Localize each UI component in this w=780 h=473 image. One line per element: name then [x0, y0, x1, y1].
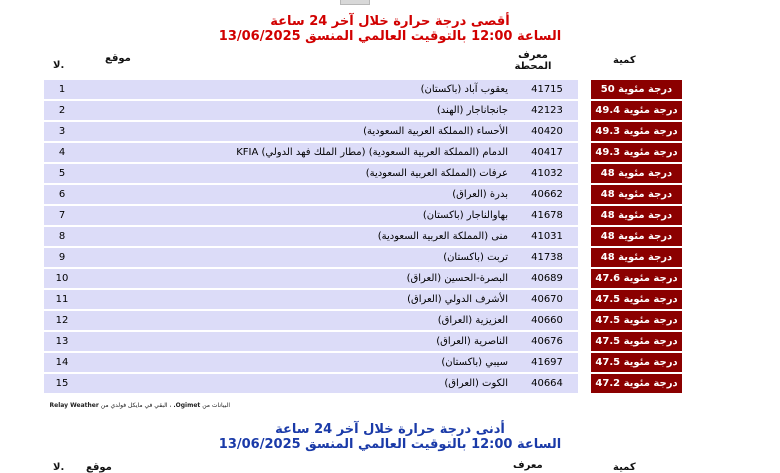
row-gap — [578, 248, 591, 267]
source-prefix: البيانات من — [202, 402, 230, 409]
row-temperature: درجة مئوية 47.5 — [591, 353, 682, 372]
row-rank: 12 — [44, 311, 80, 330]
row-rank: 14 — [44, 353, 80, 372]
row-station-id: 42123 — [516, 101, 578, 120]
row-gap — [578, 122, 591, 141]
table-row — [44, 164, 682, 183]
row-temperature: درجة مئوية 48 — [591, 227, 682, 246]
table-row — [44, 101, 682, 120]
row-station-id: 41697 — [516, 353, 578, 372]
min-col-header-location: موقع — [86, 462, 112, 473]
row-gap — [578, 332, 591, 351]
row-gap — [578, 374, 591, 393]
min-temp-title-block — [0, 422, 780, 452]
row-location: منى (المملكة العربية السعودية) — [80, 227, 516, 246]
table-row — [44, 206, 682, 225]
row-temperature: درجة مئوية 47.5 — [591, 311, 682, 330]
row-station-id: 40670 — [516, 290, 578, 309]
row-gap — [578, 269, 591, 288]
max-temp-title-block — [0, 14, 780, 44]
row-temperature: درجة مئوية 48 — [591, 248, 682, 267]
table-row — [44, 332, 682, 351]
row-station-id: 40676 — [516, 332, 578, 351]
min-temp-title: أدنى درجة حرارة خلال آخر 24 ساعة — [275, 422, 505, 437]
min-col-header-station: معرف — [513, 460, 543, 471]
row-temperature: درجة مئوية 47.6 — [591, 269, 682, 288]
row-station-id: 40420 — [516, 122, 578, 141]
row-rank: 11 — [44, 290, 80, 309]
row-temperature: درجة مئوية 50 — [591, 80, 682, 99]
col-header-location: موقع — [105, 53, 131, 64]
source-middle: ، البقي في مايكل فولدي من — [100, 402, 172, 409]
table-row — [44, 248, 682, 267]
row-temperature: درجة مئوية 48 — [591, 164, 682, 183]
data-source-credit — [44, 402, 230, 409]
row-temperature: درجة مئوية 48 — [591, 185, 682, 204]
row-temperature: درجة مئوية 49.3 — [591, 143, 682, 162]
max-temp-title: أقصى درجة حرارة خلال آخر 24 ساعة — [270, 14, 510, 29]
row-rank: 8 — [44, 227, 80, 246]
col-header-station-line2: المحطة — [514, 61, 552, 72]
source-relay-weather-link[interactable]: Relay Weather — [49, 402, 99, 409]
row-location: العزيزية (العراق) — [80, 311, 516, 330]
row-gap — [578, 164, 591, 183]
row-location: بدرة (العراق) — [80, 185, 516, 204]
table-row — [44, 374, 682, 393]
row-rank: 13 — [44, 332, 80, 351]
row-rank: 3 — [44, 122, 80, 141]
col-header-station — [513, 50, 553, 72]
col-header-station-line1: معرف — [518, 50, 548, 61]
row-location: الأحساء (المملكة العربية السعودية) — [80, 122, 516, 141]
row-rank: 7 — [44, 206, 80, 225]
table-row — [44, 353, 682, 372]
max-temp-subtitle: الساعة 12:00 بالتوقيت العالمي المنسق 13/06/2025 — [218, 29, 562, 44]
table-row — [44, 122, 682, 141]
min-col-header-amount: كمية — [613, 462, 636, 473]
table-row — [44, 80, 682, 99]
row-rank: 6 — [44, 185, 80, 204]
row-location: عرفات (المملكة العربية السعودية) — [80, 164, 516, 183]
row-temperature: درجة مئوية 47.5 — [591, 290, 682, 309]
row-location: الدمام (المملكة العربية السعودية) (مطار الملك فهد الدولي) KFIA — [80, 143, 516, 162]
row-temperature: درجة مئوية 47.2 — [591, 374, 682, 393]
row-location: البصرة-الحسين (العراق) — [80, 269, 516, 288]
row-station-id: 41738 — [516, 248, 578, 267]
col-header-amount: كمية — [613, 55, 636, 66]
row-temperature: درجة مئوية 49.4 — [591, 101, 682, 120]
row-gap — [578, 143, 591, 162]
row-station-id: 40664 — [516, 374, 578, 393]
row-temperature: درجة مئوية 49.3 — [591, 122, 682, 141]
row-station-id: 40662 — [516, 185, 578, 204]
row-gap — [578, 290, 591, 309]
row-gap — [578, 227, 591, 246]
row-gap — [578, 101, 591, 120]
row-rank: 1 — [44, 80, 80, 99]
row-location: الأشرف الدولي (العراق) — [80, 290, 516, 309]
row-location: الكوت (العراق) — [80, 374, 516, 393]
row-location: سيبي (باكستان) — [80, 353, 516, 372]
row-location: يعقوب آباد (باكستان) — [80, 80, 516, 99]
row-location: بهاوالناجار (باكستان) — [80, 206, 516, 225]
row-gap — [578, 311, 591, 330]
table-row — [44, 227, 682, 246]
min-temp-subtitle: الساعة 12:00 بالتوقيت العالمي المنسق 13/06/2025 — [218, 437, 562, 452]
row-rank: 15 — [44, 374, 80, 393]
row-gap — [578, 353, 591, 372]
row-station-id: 41032 — [516, 164, 578, 183]
row-rank: 10 — [44, 269, 80, 288]
row-location: جانجاناجار (الهند) — [80, 101, 516, 120]
row-rank: 9 — [44, 248, 80, 267]
top-scroll-tab — [340, 0, 370, 5]
min-col-header-num: .لا — [53, 462, 65, 473]
table-row — [44, 311, 682, 330]
col-header-num: .لا — [53, 60, 65, 71]
row-gap — [578, 185, 591, 204]
table-row — [44, 143, 682, 162]
source-ogimet-link[interactable]: Ogimet. — [173, 402, 201, 409]
row-rank: 5 — [44, 164, 80, 183]
row-gap — [578, 206, 591, 225]
row-rank: 2 — [44, 101, 80, 120]
row-station-id: 41031 — [516, 227, 578, 246]
table-row — [44, 290, 682, 309]
row-station-id: 40417 — [516, 143, 578, 162]
row-temperature: درجة مئوية 47.5 — [591, 332, 682, 351]
row-gap — [578, 80, 591, 99]
table-row — [44, 269, 682, 288]
row-station-id: 40689 — [516, 269, 578, 288]
row-location: تربت (باكستان) — [80, 248, 516, 267]
row-station-id: 41678 — [516, 206, 578, 225]
row-temperature: درجة مئوية 48 — [591, 206, 682, 225]
row-location: الناصرية (العراق) — [80, 332, 516, 351]
table-row — [44, 185, 682, 204]
row-station-id: 40660 — [516, 311, 578, 330]
row-station-id: 41715 — [516, 80, 578, 99]
max-temp-table — [44, 78, 682, 395]
row-rank: 4 — [44, 143, 80, 162]
